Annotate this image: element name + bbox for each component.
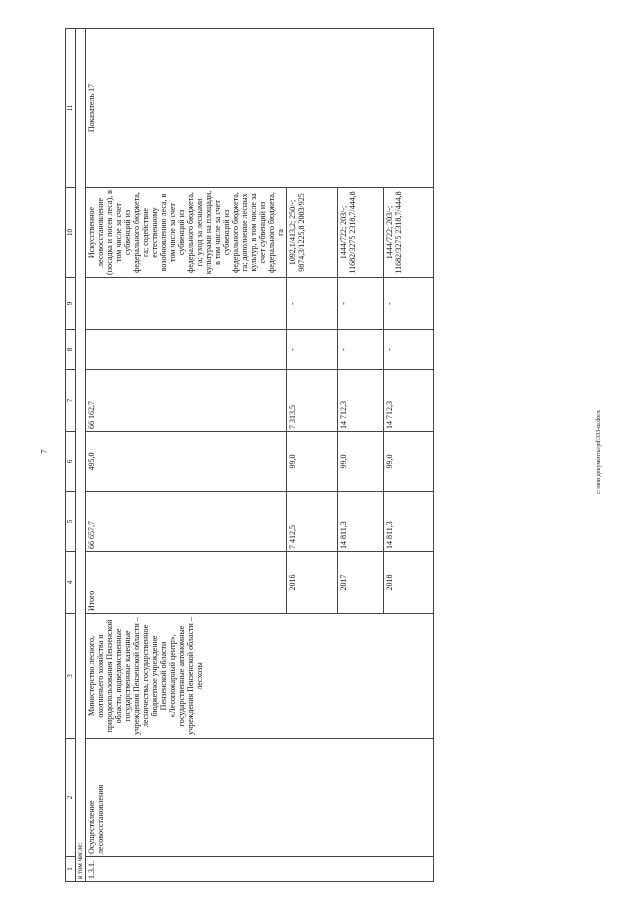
cell-col9: - xyxy=(384,278,434,330)
cell-col6: 99,0 xyxy=(384,432,434,492)
col-number: 10 xyxy=(66,188,76,278)
table-row-total xyxy=(86,29,287,882)
cell-col5: 14 811,3 xyxy=(338,492,384,552)
col-number: 2 xyxy=(66,739,76,857)
col-number: 11 xyxy=(66,29,76,188)
footer-path: c:\мои документы\pd\333-ш.docx xyxy=(596,410,602,494)
cell-col5: 14 811,3 xyxy=(384,492,434,552)
year-cell: 2018 xyxy=(384,552,434,614)
cell-col8: - xyxy=(287,330,338,370)
indicator-text: Искусственное лесовосстановление (посадка и посев леса), в том числе за счет субвенций из федерального бюджета, га; содействие естественному возобновлению леса, в том числе за счет субвенций из федерального бюджета, га; уход за лесными культурами на площади, в том числе за счет субвенций из федерального бюджета, га; дополнение лесных культур, в том числе за счет субвенций из федерального бюджета, га xyxy=(86,188,287,278)
indicator-ref: Показатель 17 xyxy=(86,29,434,188)
year-cell: 2016 xyxy=(287,552,338,614)
cell-col9: - xyxy=(287,278,338,330)
col-number: 8 xyxy=(66,330,76,370)
cell-col6: 99,0 xyxy=(287,432,338,492)
cell-col7: 14 712,3 xyxy=(384,370,434,432)
cell-col7: 66 162,7 xyxy=(86,370,287,432)
rotated-table-container xyxy=(65,29,615,882)
year-cell: 2017 xyxy=(338,552,384,614)
cell-col10: 1092,1/413,2; 250/-; 9874,3/1225,8 2003/925 xyxy=(287,188,338,278)
page-number: 7 xyxy=(39,449,49,454)
cell-col7: 14 712,3 xyxy=(338,370,384,432)
col-number: 3 xyxy=(66,614,76,739)
cell-col5: 66 657,7 xyxy=(86,492,287,552)
col-number: 7 xyxy=(66,370,76,432)
cell-col8: - xyxy=(384,330,434,370)
program-table xyxy=(65,28,434,882)
cell-col8: - xyxy=(338,330,384,370)
col-number: 9 xyxy=(66,278,76,330)
row-number: 1.3.1. xyxy=(86,857,434,882)
section-row xyxy=(76,29,86,882)
cell-col9 xyxy=(86,278,287,330)
cell-col6: 495,0 xyxy=(86,432,287,492)
cell-col10: 1444/722; 203/-; 11682/3275 2318,7/444,8 xyxy=(338,188,384,278)
column-number-row xyxy=(66,29,76,882)
cell-col8 xyxy=(86,330,287,370)
col-number: 4 xyxy=(66,552,76,614)
cell-col5: 7 412,5 xyxy=(287,492,338,552)
activity-name: Осуществление лесовосстановления xyxy=(86,739,434,857)
cell-col9: - xyxy=(338,278,384,330)
col-number: 5 xyxy=(66,492,76,552)
col-number: 6 xyxy=(66,432,76,492)
cell-col7: 7 313,5 xyxy=(287,370,338,432)
executor-cell: Министерство лесного, охотничьего хозяйства и природопользования Пензенской области, подведомственные государственные казенные учреждения Пензенской области – лесничества, государственное бюджетное учреждение Пензенской области «Лесопожарный центр», государственные автономные учреждения Пензенской области – лесхозы xyxy=(86,614,434,739)
year-cell: Итого xyxy=(86,552,287,614)
section-label: в том числе: xyxy=(76,29,86,882)
cell-col6: 99,0 xyxy=(338,432,384,492)
cell-col10: 1444/722; 203/-; 11682/3275 2318,7/444,8 xyxy=(384,188,434,278)
col-number: 1 xyxy=(66,857,76,882)
